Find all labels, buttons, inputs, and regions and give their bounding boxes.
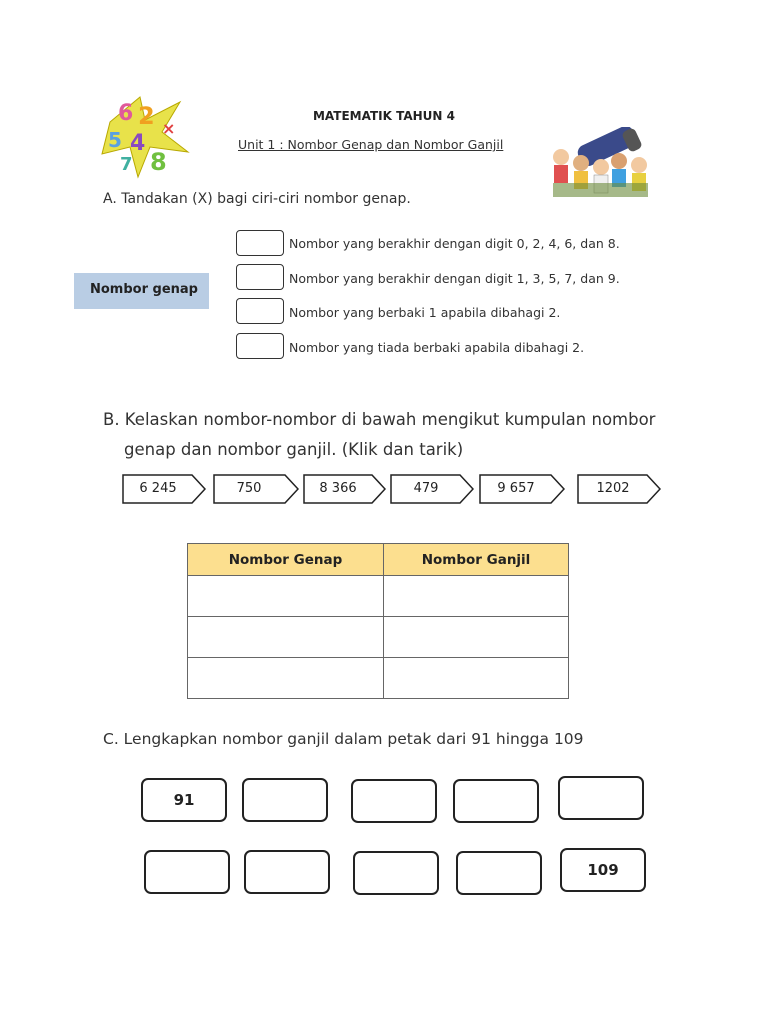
even-number-label: Nombor genap [74, 273, 209, 309]
svg-text:6: 6 [118, 101, 134, 126]
even-drop-cell[interactable] [188, 617, 384, 658]
svg-text:7: 7 [120, 154, 133, 175]
number-answer-box[interactable] [456, 851, 542, 895]
svg-text:2: 2 [138, 102, 155, 130]
number-answer-box[interactable] [242, 778, 328, 822]
number-answer-box[interactable] [353, 851, 439, 895]
number-box-given: 109 [560, 848, 646, 892]
odd-drop-cell[interactable] [384, 576, 569, 617]
tag-number: 750 [236, 481, 262, 496]
number-answer-box[interactable] [558, 776, 644, 820]
option-1-text: Nombor yang berakhir dengan digit 0, 2, 4, 6, dan 8. [289, 236, 620, 251]
tag-number: 6 245 [139, 481, 177, 496]
children-pencil-clipart-icon [547, 127, 652, 207]
tag-number: 9 657 [497, 481, 535, 496]
svg-text:×: × [162, 119, 176, 138]
question-b-line-1: B. Kelaskan nombor-nombor di bawah mengikut kumpulan nombor [103, 410, 656, 429]
svg-text:5: 5 [108, 128, 122, 152]
svg-text:8: 8 [150, 148, 167, 176]
numbers-clipart-icon [100, 92, 190, 180]
number-answer-box[interactable] [244, 850, 330, 894]
tag-number: 1202 [596, 481, 630, 496]
option-4-text: Nombor yang tiada berbaki apabila dibahagi 2. [289, 340, 585, 355]
sorting-table [187, 543, 569, 699]
option-3-text: Nombor yang berbaki 1 apabila dibahagi 2. [289, 305, 561, 320]
svg-text:4: 4 [130, 131, 146, 156]
even-column-header: Nombor Genap [188, 544, 384, 576]
number-box-given: 91 [141, 778, 227, 822]
tag-number: 479 [413, 481, 439, 496]
question-b-line-2: genap dan nombor ganjil. (Klik dan tarik) [124, 440, 464, 459]
odd-drop-cell[interactable] [384, 658, 569, 699]
checkbox-option-4[interactable] [236, 333, 284, 359]
odd-drop-cell[interactable] [384, 617, 569, 658]
question-a: A. Tandakan (X) bagi ciri-ciri nombor genap. [103, 191, 411, 207]
draggable-number-row [122, 474, 662, 506]
number-answer-box[interactable] [351, 779, 437, 823]
option-2-text: Nombor yang berakhir dengan digit 1, 3, 5, 7, dan 9. [289, 271, 620, 286]
question-c: C. Lengkapkan nombor ganjil dalam petak dari 91 hingga 109 [103, 730, 584, 748]
even-drop-cell[interactable] [188, 658, 384, 699]
page-title: MATEMATIK TAHUN 4 [312, 109, 455, 123]
checkbox-option-1[interactable] [236, 230, 284, 256]
odd-column-header: Nombor Ganjil [384, 544, 569, 576]
question-b [103, 405, 663, 465]
page-subtitle: Unit 1 : Nombor Genap dan Nombor Ganjil [238, 137, 504, 152]
number-answer-box[interactable] [453, 779, 539, 823]
checkbox-option-2[interactable] [236, 264, 284, 290]
checkbox-option-3[interactable] [236, 298, 284, 324]
number-answer-box[interactable] [144, 850, 230, 894]
tag-number: 8 366 [319, 481, 357, 496]
even-drop-cell[interactable] [188, 576, 384, 617]
